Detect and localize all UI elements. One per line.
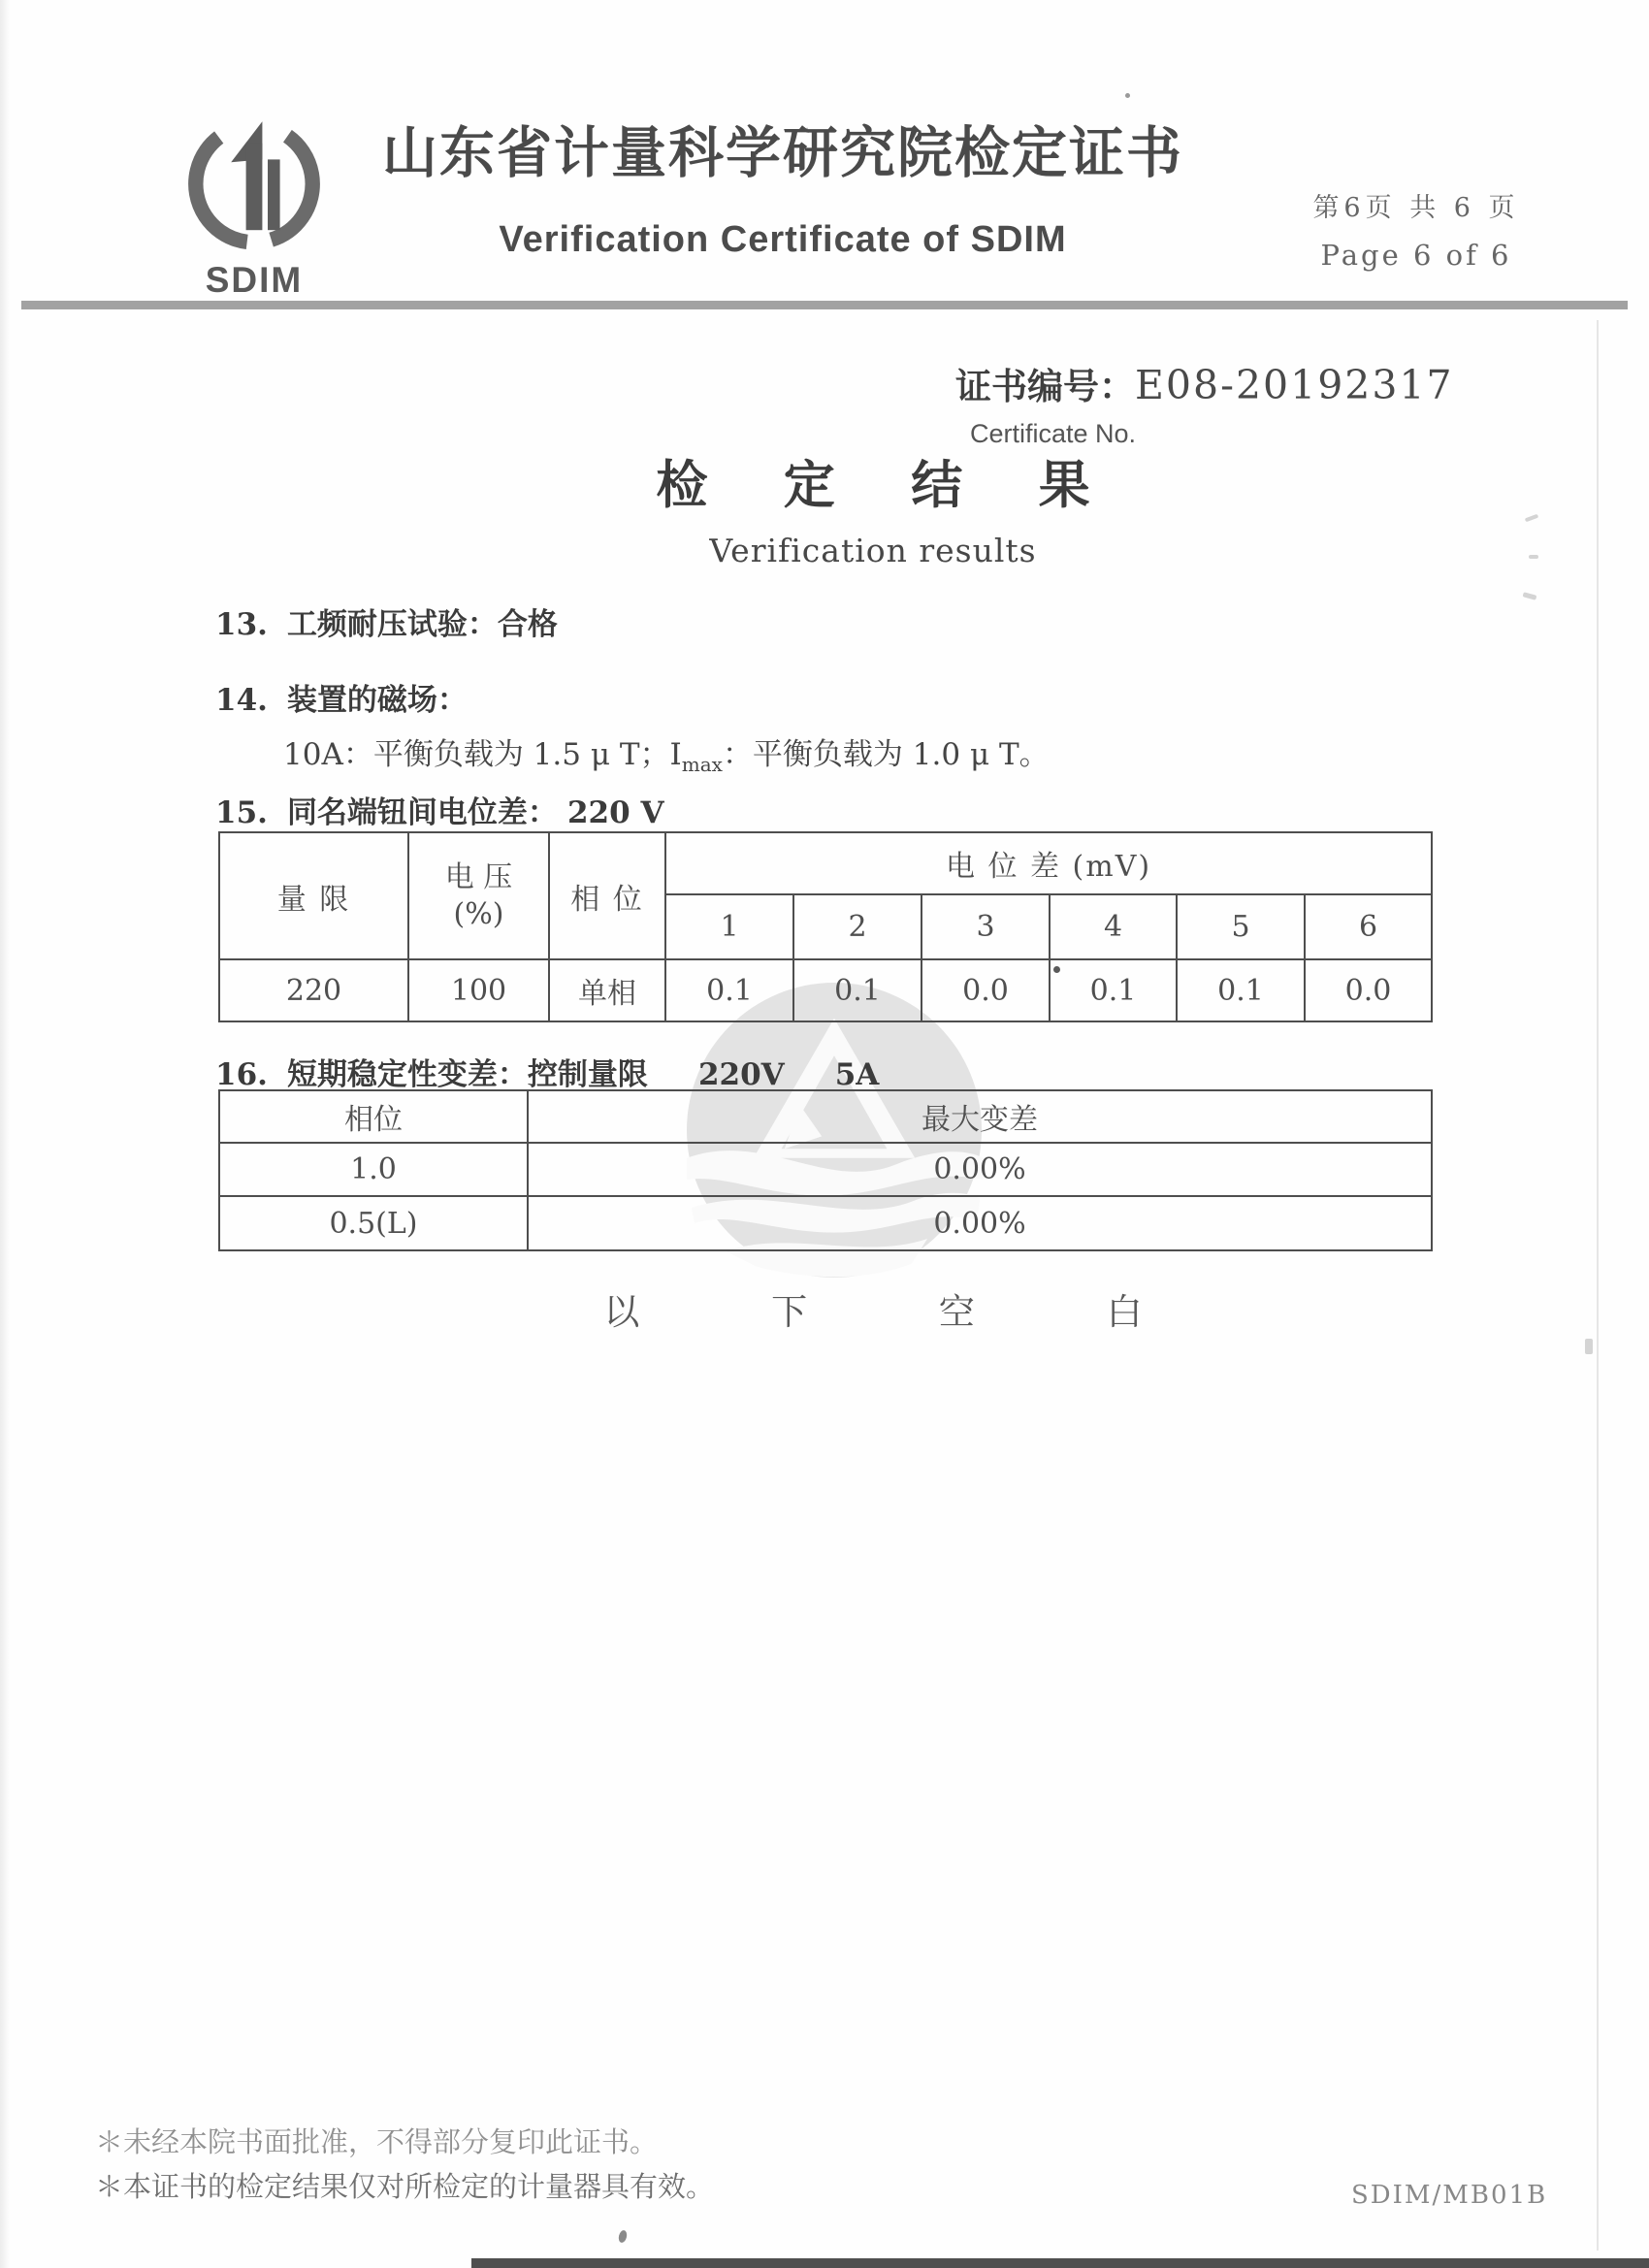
item-14-detail (283, 729, 1050, 776)
scan-artifact (618, 2229, 629, 2244)
cell-value-6: 0.0 (1305, 959, 1432, 1021)
col-header-max-variation: 最大变差 (528, 1090, 1432, 1143)
cell-phase: 单相 (549, 959, 665, 1021)
certificate-number-value: E08-20192317 (1135, 362, 1454, 408)
subcol-3: 3 (922, 894, 1050, 959)
item-14-detail-suffix: ：平衡负载为 1.0 μ T。 (722, 737, 1050, 772)
col-header-voltage-line2: (%) (453, 896, 504, 931)
certificate-number (955, 357, 1454, 409)
cell-value-4: 0.1 (1050, 959, 1177, 1021)
scan-artifact (1597, 320, 1599, 2251)
scan-artifact (1585, 1339, 1593, 1354)
sdim-logo-icon (186, 113, 322, 258)
result-item-15 (215, 788, 664, 831)
stability-variation-table (218, 1089, 1433, 1251)
item-15-value: 220 V (566, 795, 664, 830)
subcol-6: 6 (1305, 894, 1432, 959)
footer-note-1: ＊未经本院书面批准，不得部分复印此证书。 (95, 2125, 659, 2158)
cell-range: 220 (219, 959, 408, 1021)
item-15-text: 同名端钮间电位差： (286, 795, 558, 830)
certificate-number-label-en: Certificate No. (970, 419, 1137, 448)
cell-value-3: 0.0 (922, 959, 1050, 1021)
results-title-en: Verification results (709, 532, 1037, 569)
col-header-range: 量 限 (219, 832, 408, 959)
page-indicator (1280, 186, 1552, 272)
result-item-13 (215, 599, 558, 643)
item-13-text: 工频耐压试验：合格 (286, 607, 558, 642)
item-14-detail-prefix: 10A：平衡负载为 1.5 μ T；I (283, 737, 682, 772)
scan-edge-shadow (0, 0, 10, 2268)
result-item-14 (215, 675, 468, 719)
cell-value-5: 0.1 (1177, 959, 1305, 1021)
table-row (219, 959, 1432, 1021)
page-indicator-zh: 第6页 共 6 页 (1312, 193, 1520, 223)
sdim-logo (180, 113, 328, 301)
col-header-voltage (408, 832, 549, 959)
scan-artifact (1529, 555, 1538, 559)
subcol-4: 4 (1050, 894, 1177, 959)
scan-artifact (1525, 514, 1539, 523)
header-divider (21, 301, 1628, 309)
item-16-number: 16. (215, 1057, 268, 1092)
logo-text: SDIM (205, 260, 304, 300)
col-header-potential-difference: 电 位 差 (mV) (665, 832, 1432, 894)
table-row (219, 1196, 1432, 1250)
title-english: Verification Certificate of SDIM (499, 219, 1067, 260)
item-14-detail-subscript: max (681, 753, 723, 777)
item-16-text: 短期稳定性变差：控制量限 (286, 1057, 648, 1092)
col-header-phase: 相位 (219, 1090, 528, 1143)
item-13-number: 13. (215, 607, 268, 642)
subcol-1: 1 (665, 894, 793, 959)
result-item-16 (215, 1050, 879, 1093)
item-15-number: 15. (215, 795, 268, 830)
header-titles (351, 109, 1214, 261)
table-row (219, 1143, 1432, 1196)
cell-variation: 0.00% (528, 1143, 1432, 1196)
certificate-number-label: 证书编号： (955, 365, 1135, 407)
cell-value-1: 0.1 (665, 959, 793, 1021)
document-code: SDIM/MB01B (1351, 2181, 1548, 2210)
footer-note-2: ＊本证书的检定结果仅对所检定的计量器具有效。 (95, 2170, 715, 2203)
print-dot-artifact (1053, 966, 1060, 973)
scan-artifact (1125, 93, 1130, 98)
page-indicator-en: Page 6 of 6 (1320, 239, 1512, 272)
scan-artifact (1523, 592, 1537, 599)
cell-value-2: 0.1 (793, 959, 922, 1021)
item-14-text: 装置的磁场： (286, 683, 468, 718)
item-16-value-voltage: 220V (697, 1057, 785, 1092)
scan-edge-bar (471, 2258, 1649, 2268)
cell-phase: 0.5(L) (219, 1196, 528, 1250)
col-header-phase: 相 位 (549, 832, 665, 959)
item-16-value-current: 5A (834, 1057, 880, 1092)
subcol-2: 2 (793, 894, 922, 959)
subcol-5: 5 (1177, 894, 1305, 959)
item-14-number: 14. (215, 683, 268, 718)
col-header-voltage-line1: 电 压 (444, 860, 513, 894)
title-chinese: 山东省计量科学研究院检定证书 (382, 120, 1183, 185)
cell-voltage: 100 (408, 959, 549, 1021)
results-title-zh: 检 定 结 果 (656, 455, 1119, 515)
cell-variation: 0.00% (528, 1196, 1432, 1250)
potential-difference-table (218, 831, 1433, 1022)
cell-phase: 1.0 (219, 1143, 528, 1196)
blank-below-notice: 以 下 空 白 (603, 1291, 1203, 1333)
